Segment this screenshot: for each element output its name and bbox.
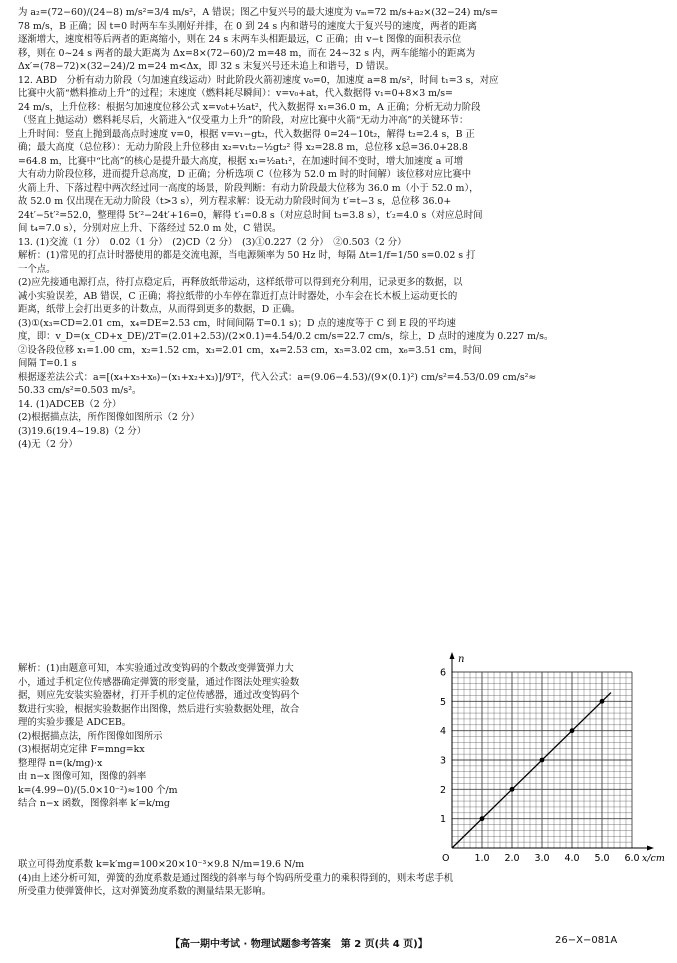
- x-tick-label: 6.0: [624, 853, 640, 864]
- text-line: 根据逐差法公式：a=[(x₄+x₅+x₆)−(x₁+x₂+x₃)]/9T²，代入公式：a=(9.06−4.53)/(9×(0.1)²) cm/s²=4.53/0.09 cm/s²≈: [18, 371, 537, 383]
- text-line: 24t′−5t′²=52.0，整理得 5t′²−24t′+16=0，解得 t′₁=0.8 s（对应总时间 t₃=3.8 s），t′₂=4.0 s（对应总时间: [18, 209, 483, 221]
- text-line: (2)应先接通电源打点，待打点稳定后，再释放纸带运动，这样纸带可以得到充分利用，记录更多的数据，以: [18, 277, 463, 288]
- side-text-line: 数进行实验，根据实验数据作出图像，然后进行实验数据处理，故合: [18, 703, 300, 715]
- x-tick-label: 3.0: [534, 853, 550, 864]
- y-tick-label: 5: [439, 696, 446, 708]
- text-line: 解析：(1)常见的打点计时器使用的都是交流电源，当电源频率为 50 Hz 时，每隔 Δt=1/f=1/50 s=0.02 s 打: [18, 250, 476, 261]
- text-line: (3)19.6(19.4~19.8)（2 分）: [18, 425, 147, 437]
- text-line: 逐渐增大，速度相等后两者的距离缩小，则在 24 s 末两车头相距最远，C 正确；由 v−t 图像的面积表示位: [18, 34, 462, 45]
- text-line: 间 t₄=7.0 s），分别对应上升、下落经过 52.0 m 处，C 错误。: [18, 223, 282, 234]
- side-text-line: 小，通过手机定位传感器确定弹簧的形变量，通过作图法处理实验数: [18, 676, 300, 688]
- x-tick-label: 1.0: [474, 853, 490, 864]
- text-line: 度，即：v_D=(x_CD+x_DE)/2T=(2.01+2.53)/(2×0.1)=4.54/0.2 cm/s=22.7 cm/s，综上，D 点时的速度为 0.227 m/s。: [18, 331, 554, 342]
- text-line: 上升时间：竖直上抛到最高点时速度 v=0，根据 v=v₁−gt₂，代入数据得 0=24−10t₂，解得 t₂=2.4 s，B 正: [18, 128, 475, 140]
- tail-text-line: 所受重力使弹簧伸长，这对弹簧劲度系数的测量结果无影响。: [18, 886, 272, 897]
- y-tick-label: 2: [439, 784, 446, 796]
- text-line: 78 m/s，B 正确；因 t=0 时两车车头刚好并排，在 0 到 24 s 内和谐号的速度大于复兴号的速度，两者的距离: [18, 20, 478, 32]
- y-tick-label: 6: [439, 667, 446, 679]
- text-line: 12. ABD 分析有动力阶段（匀加速直线运动）时此阶段火箭初速度 v₀=0，加速度 a=8 m/s²，时间 t₁=3 s，对应: [18, 74, 499, 86]
- text-line: 减小实验误差，AB 错误，C 正确；将拉纸带的小车停在靠近打点计时器处，小车会在长木板上运动更长的: [18, 290, 458, 302]
- y-axis-label: n: [458, 654, 465, 665]
- data-point: [570, 728, 575, 733]
- tail-text-line: (4)由上述分析可知，弹簧的劲度系数是通过图线的斜率与每个钩码所受重力的乘积得到的，则未考虑手机: [18, 872, 454, 884]
- side-text-line: 据，则应先安装实验器材，打开手机的定位传感器，通过改变钩码个: [18, 690, 300, 701]
- text-line: 火箭上升、下落过程中两次经过同一高度的场景，阶段判断：有动力阶段最大位移为 36.0 m（小于 52.0 m），: [18, 182, 479, 194]
- text-line: 大有动力阶段位移，进而提升总高度，D 正确；分析选项 C（位移为 52.0 m 时的时间解）该位移对应比赛中: [18, 169, 472, 180]
- main-text-block: [18, 6, 660, 452]
- side-text-block: [18, 662, 436, 811]
- text-line: 间隔 T=0.1 s: [18, 358, 77, 369]
- text-line: （竖直上抛运动）燃料耗尽后，火箭进入“仅受重力上升”的阶段，对应比赛中火箭“无动力冲高”的关键环节：: [18, 115, 469, 126]
- side-text-line: 整理得 n=(k/mg)·x: [18, 757, 103, 769]
- x-axis-arrow: [647, 846, 654, 851]
- side-text-line: 解析：(1)由题意可知，本实验通过改变钩码的个数改变弹簧弹力大: [18, 663, 294, 674]
- spring-n-x-chart: [430, 654, 670, 872]
- data-point: [480, 816, 485, 821]
- text-line: 距离，纸带上会打出更多的计数点，从而得到更多的数据，D 正确。: [18, 304, 301, 315]
- side-text-line: 结合 n−x 函数，图像斜率 k′=k/mg: [18, 798, 170, 809]
- side-text-line: 由 n−x 图像可知，图像的斜率: [18, 771, 147, 782]
- text-line: 一个点。: [18, 263, 56, 275]
- data-point: [510, 787, 515, 792]
- x-tick-label: 4.0: [564, 853, 580, 864]
- footer-title: 【高一期中考试 · 物理试题参考答案 第 2 页(共 4 页)】: [170, 939, 428, 950]
- chart-tick-labels: [440, 654, 665, 864]
- x-axis-label: x/cm: [642, 853, 665, 864]
- text-line: Δx′=(78−72)×(32−24)/2 m=24 m<Δx，即 32 s 末复兴号还未追上和谐号，D 错误。: [18, 61, 395, 72]
- text-line: (4)无（2 分）: [18, 439, 78, 450]
- text-line: 故 52.0 m 仅出现在无动力阶段（t>3 s），列方程求解：设无动力阶段时间为 t′=t−3 s，总位移 36.0+: [18, 196, 452, 207]
- x-tick-label: 2.0: [504, 853, 520, 864]
- origin-label: O: [442, 853, 450, 864]
- text-line: 14. (1)ADCEB（2 分）: [18, 398, 122, 410]
- side-text-line: (3)根据胡克定律 F=mng=kx: [18, 744, 145, 755]
- text-line: (2)根据描点法，所作图像如图所示（2 分）: [18, 412, 200, 423]
- data-point: [600, 699, 605, 704]
- text-line: 为 a₂=(72−60)/(24−8) m/s²=3/4 m/s²，A 错误；图乙中复兴号的最大速度为 vₘ=72 m/s+a₂×(32−24) m/s=: [18, 7, 499, 18]
- text-line: 确；最大高度（总位移）：无动力阶段上升位移由 x₂=v₁t₂−½gt₂² 得 x₂=28.8 m，总位移 x总=36.0+28.8: [18, 142, 468, 153]
- text-line: ②设各段位移 x₁=1.00 cm，x₂=1.52 cm，x₃=2.01 cm，x₄=2.53 cm，x₅=3.02 cm，x₆=3.51 cm，时间: [18, 344, 482, 356]
- tail-text-line: 联立可得劲度系数 k=k′mg=100×20×10⁻³×9.8 N/m=19.6 N/m: [18, 859, 305, 870]
- data-point: [540, 758, 545, 763]
- y-tick-label: 1: [439, 814, 446, 826]
- text-line: (3)①(x₃=CD=2.01 cm，x₄=DE=2.53 cm，时间间隔 T=0.1 s)；D 点的速度等于 C 到 E 段的平均速: [18, 317, 456, 329]
- y-tick-label: 3: [439, 755, 446, 767]
- side-text-line: k=(4.99−0)/(5.0×10⁻²)≈100 个/m: [18, 784, 178, 796]
- y-axis-arrow: [450, 652, 455, 659]
- side-text-line: (2)根据描点法，所作图像如图所示: [18, 730, 163, 742]
- text-line: 13. (1)交流（1 分） 0.02（1 分） (2)CD（2 分） (3)①0.227（2 分） ②0.503（2 分）: [18, 236, 407, 248]
- text-line: 移，则在 0~24 s 两者的最大距离为 Δx=8×(72−60)/2 m=48 m，而在 24~32 s 内，两车能缩小的距离为: [18, 47, 476, 59]
- text-line: 50.33 cm/s²=0.503 m/s²。: [18, 385, 142, 396]
- text-line: 24 m/s，上升位移：根据匀加速度位移公式 x=v₀t+½at²，代入数据得 x₁=36.0 m，A 正确；分析无动力阶段: [18, 101, 481, 113]
- text-line: =64.8 m，比赛中“比高”的核心是提升最大高度，根据 x₁=½at₁²，在加速时间不变时，增大加速度 a 可增: [18, 155, 464, 167]
- x-tick-label: 5.0: [594, 853, 610, 864]
- side-text-line: 理的实验步骤是 ADCEB。: [18, 717, 132, 728]
- text-line: 比赛中火箭“燃料推动上升”的过程；末速度（燃料耗尽瞬间）：v=v₀+at，代入数据得 v₁=0+8×3 m/s=: [18, 88, 453, 99]
- y-tick-label: 4: [439, 726, 446, 738]
- footer-code: 26−X−081A: [555, 935, 618, 946]
